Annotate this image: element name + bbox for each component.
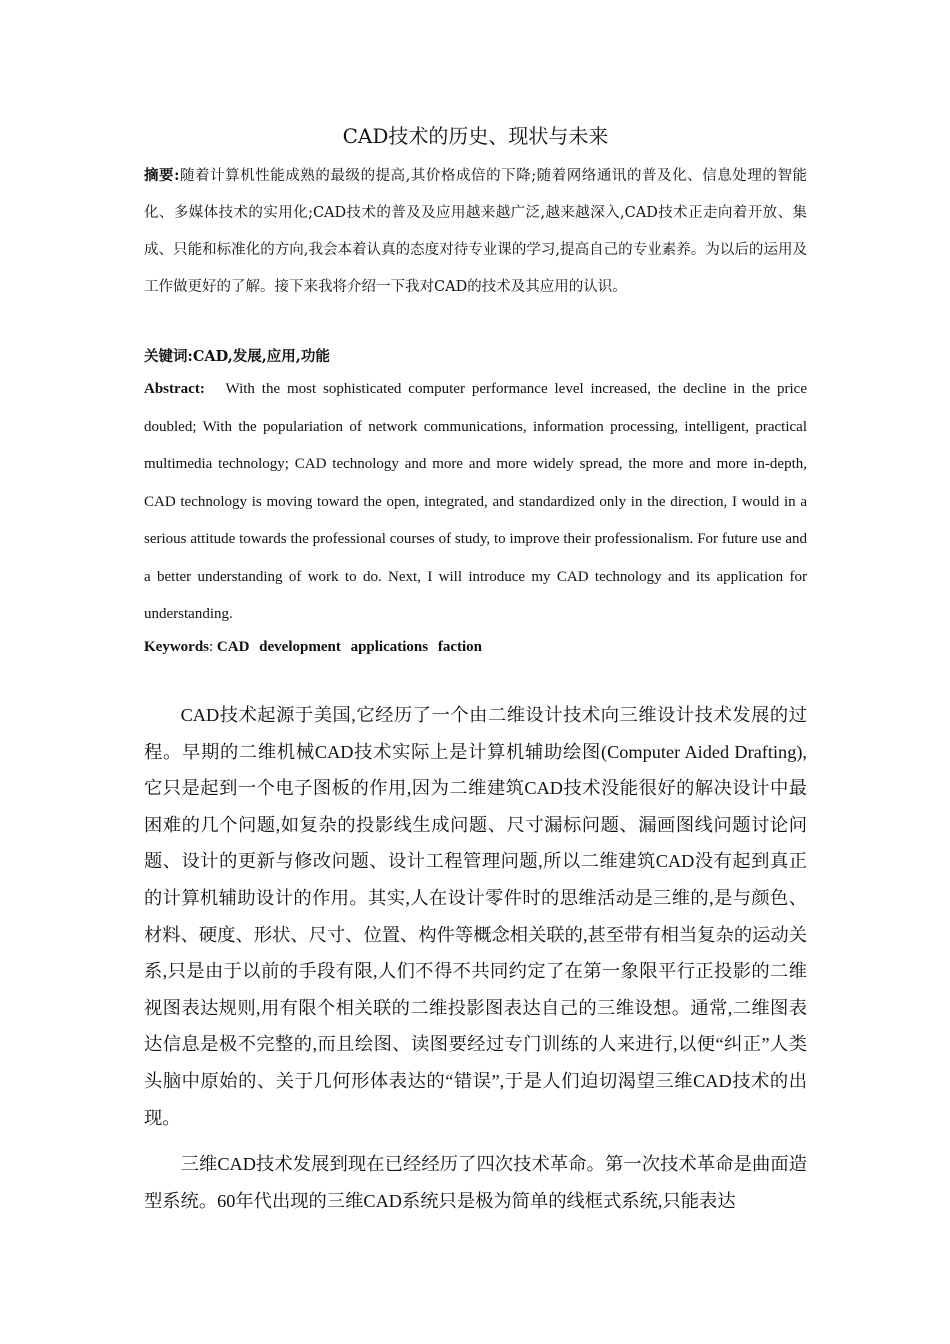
- abstract-english-label: Abstract:: [144, 381, 205, 397]
- body-paragraph-2: 三维CAD技术发展到现在已经经历了四次技术革命。第一次技术革命是曲面造型系统。60年代出现的三维CAD系统只是极为简单的线框式系统,只能表达: [144, 1154, 807, 1211]
- keywords-chinese: 关键词:CAD,发展,应用,功能: [144, 348, 330, 365]
- abstract-chinese-text: 随着计算机性能成熟的最级的提高,其价格成倍的下降;随着网络通讯的普及化、信息处理的智能化、多媒体技术的实用化;CAD技术的普及及应用越来越广泛,越来越深入,CAD技术正走向着开放、集成、只能和标准化的方向,我会本着认真的态度对待专业课的学习,提高自己的专业素养。为以后的运用及工作做更好的了解。接下来我将介绍一下我对CAD的技术及其应用的认识。: [144, 168, 807, 295]
- keywords-english-values: CAD development applications faction: [216, 639, 483, 655]
- keywords-english-label: Keywords: [144, 639, 209, 655]
- abstract-chinese-label: 摘要:: [144, 167, 180, 184]
- abstract-english-text: With the most sophisticated computer performance level increased, the decline in the price doubled; With the populariation of network communications, information processing, intelligent, practical multimedia technology; CAD technology and more and more widely spread, the more and more in-depth, CAD technology is moving toward the open, integrated, and standardized only in the direction, I would in a serious attitude towards the professional courses of study, to improve their professionalism. For future use and a better understanding of work to do. Next, I will introduce my CAD technology and its application for understanding.: [144, 381, 808, 622]
- abstract-chinese: [144, 157, 807, 306]
- abstract-english: [144, 371, 807, 634]
- keywords-english: [144, 629, 807, 666]
- body-paragraph-1: CAD技术起源于美国,它经历了一个由二维设计技术向三维设计技术发展的过程。早期的二维机械CAD技术实际上是计算机辅助绘图(Computer Aided Drafting),它只是起到一个电子图板的作用,因为二维建筑CAD技术没能很好的解决设计中最困难的几个问题,如复杂的投影线生成问题、尺寸漏标问题、漏画图线问题讨论问题、设计的更新与修改问题、设计工程管理问题,所以二维建筑CAD没有起到真正的计算机辅助设计的作用。其实,人在设计零件时的思维活动是三维的,是与颜色、材料、硬度、形状、尺寸、位置、构件等概念相关联的,甚至带有相当复杂的运动关系,只是由于以前的手段有限,人们不得不共同约定了在第一象限平行正投影的二维视图表达规则,用有限个相关联的二维投影图表达自己的三维设想。通常,二维图表达信息是极不完整的,而且绘图、读图要经过专门训练的人来进行,以便“纠正”人类头脑中原始的、关于几何形体表达的“错误”,于是人们迫切渴望三维CAD技术的出现。: [144, 705, 807, 1128]
- document-title: CAD技术的历史、现状与未来: [342, 124, 609, 148]
- keywords-english-separator: :: [209, 639, 217, 655]
